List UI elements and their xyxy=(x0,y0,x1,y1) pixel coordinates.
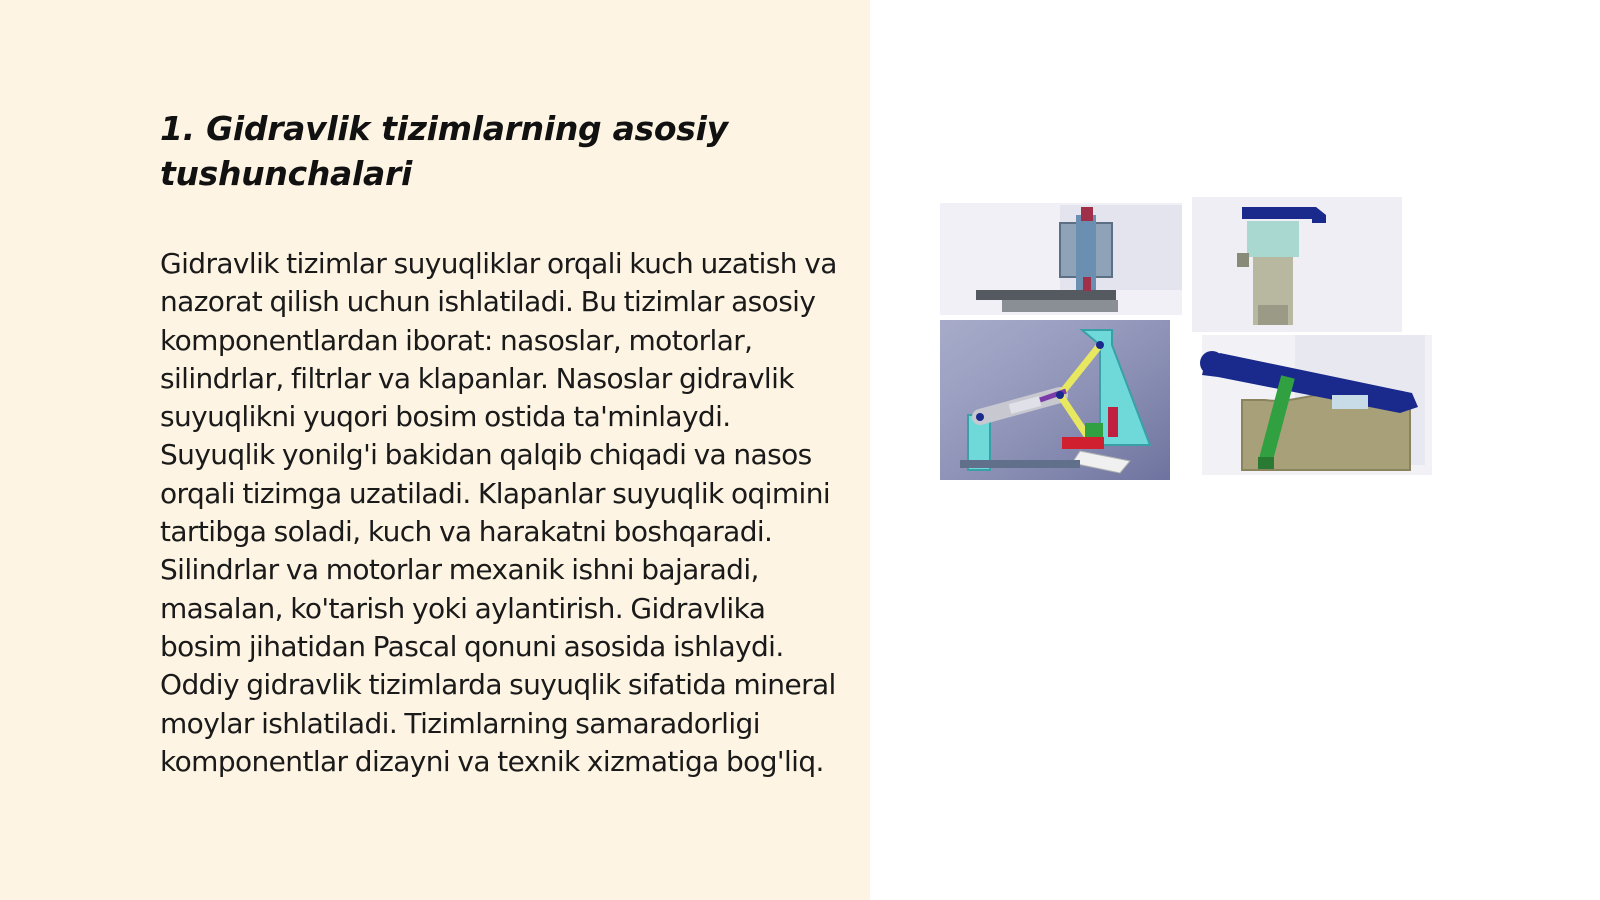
slide-title: 1. Gidravlik tizimlarning asosiy tushunchalari xyxy=(160,109,728,193)
lever-mechanism-image xyxy=(1200,335,1432,475)
linkage-mechanism-image xyxy=(940,320,1170,480)
clamp-mechanism-image xyxy=(1192,197,1402,332)
slide-body-text: Gidravlik tizimlar suyuqliklar orqali kuch uzatish va nazorat qilish uchun ishlatiladi. Bu tizimlar asosiy komponentlardan iborat: nasoslar, motorlar, silindrlar, filtrlar va klapanlar. Nasoslar gidravlik suyuqlikni yuqori bosim ostida ta'minlaydi. Suyuqlik yonilg'i bakidan qalqib chiqadi va nasos orqali tizimga uzatiladi. Klapanlar suyuqlik oqimini tartibga soladi, kuch va harakatni boshqaradi. Silindrlar va motorlar mexanik ishni bajaradi, masalan, ko'tarish yoki aylantirish. Gidravlika bosim jihatidan Pascal qonuni asosida ishlaydi. Oddiy gidravlik tizimlarda suyuqlik sifatida mineral moylar ishlatiladi. Tizimlarning samaradorligi komponentlar dizayni va texnik xizmatiga bog'liq. xyxy=(160,247,837,778)
press-mechanism-image xyxy=(940,203,1182,315)
hydraulic-mechanisms-figure xyxy=(940,195,1450,485)
